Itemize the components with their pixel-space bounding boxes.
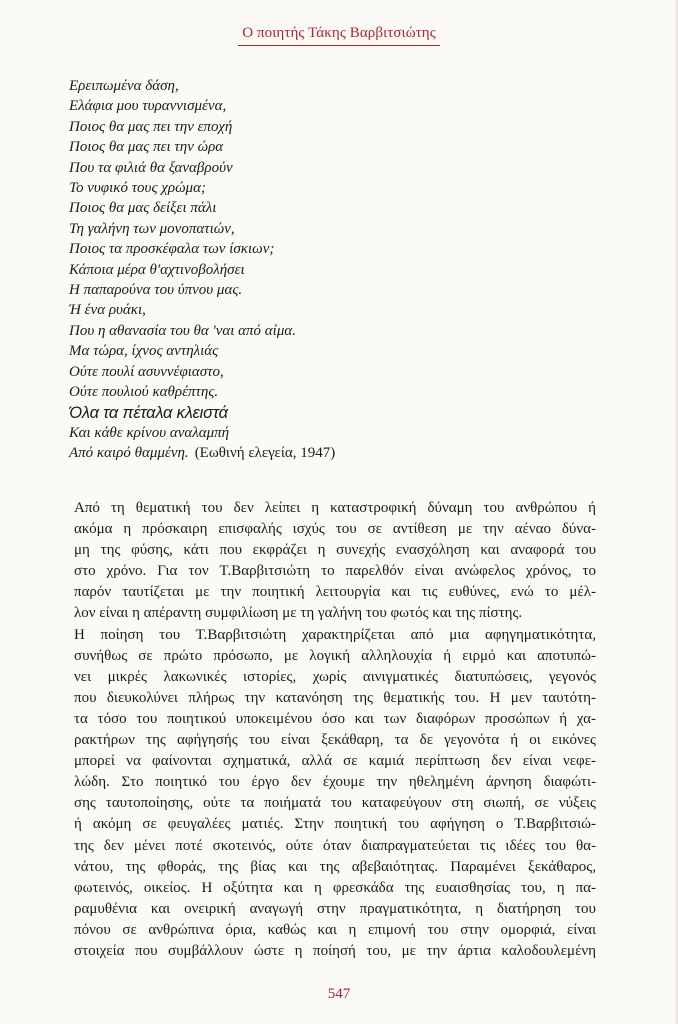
text-line: στο χρόνο. Για τον Τ.Βαρβιτσιώτη το παρελθόν είναι ανώφελος χρόνος, το	[74, 563, 596, 580]
poem-line: Ερειπωμένα δάση,	[69, 78, 179, 94]
text-line: ή ακόμη σε φευγαλέες ματιές. Στην ποιητική του αφήγηση ο Τ.Βαρβιτσιώ-	[74, 816, 596, 833]
text-line: που διευκολύνει πλήρως την κατανόηση της θεματικής του. Η μεν ταυτότη-	[74, 689, 596, 706]
text-line: σης ταυτοποίησης, ούτε τα ποιήματά του καταφεύγουν στη σιωπή, σε νύξεις	[74, 795, 596, 812]
text-line: πόνου σε ανθρώπινα όρια, καθώς και η επιμονή του στην ομορφιά, είναι	[74, 921, 596, 938]
paragraph-2	[74, 625, 596, 963]
poem-block	[69, 76, 609, 464]
text-line: της δεν μένει ποτέ σκοτεινός, ούτε όταν διαπραγματεύεται τις ιδέες του θα-	[74, 837, 596, 854]
poem-line: Και κάθε κρίνου αναλαμπή	[69, 424, 230, 441]
poem-line: Που η αθανασία του θα 'ναι από αίμα.	[69, 322, 296, 339]
text-line: ρακτήρων της αφήγησής του είναι ξεκάθαρη, τα δε γεγονότα ή οι εικόνες	[74, 732, 596, 749]
header-title: Ο ποιητής Τάκης Βαρβιτσιώτης	[238, 25, 440, 46]
text-line: μη της φύσης, κάτι που εκφράζει η συνεχής ενασχόληση και αναφορά του	[74, 542, 596, 559]
poem-line: Που τα φιλιά θα ξαναβρούν	[69, 159, 233, 176]
text-line: ακόμα η πρόσκαιρη επισφαλής ισχύς του σε αντίθεση με την αέναο δύνα-	[74, 521, 596, 538]
text-line: στοιχεία που συμβάλλουν ώστε η ποίησή του, με την άρτια καλοδουλεμένη	[74, 942, 596, 959]
poem-line: Η παπαρούνα του ύπνου μας.	[69, 282, 243, 299]
text-line: Η ποίηση του Τ.Βαρβιτσιώτη χαρακτηρίζεται από μια αφηγηματικότητα,	[74, 626, 596, 643]
poem-line: Ούτε πουλιού καθρέπτης.	[69, 384, 219, 401]
poem-line: Το νυφικό τους χρώμα;	[69, 180, 206, 197]
poem-citation: (Εωθινή ελεγεία, 1947)	[194, 445, 336, 462]
text-line: φωτεινός, οικείος. Η οξύτητα και η φρεσκάδα της ευαισθησίας του, η πα-	[74, 879, 596, 896]
text-line: ραμυθένια και ονειρική αναγωγή στην πραγματικότητα, η διατήρηση του	[74, 900, 596, 917]
poem-line: Ούτε πουλί ασυννέφιαστο,	[69, 363, 224, 380]
paragraph-1	[74, 498, 596, 625]
poem-line: Μα τώρα, ίχνος αντηλιάς	[69, 343, 219, 360]
poem-line: Κάποια μέρα θ'αχτινοβολήσει	[69, 261, 245, 278]
page-number: 547	[327, 986, 351, 1002]
text-line: τα τόσο του ποιητικού υποκειμένου όσο και των διαφόρων προσώπων ή χα-	[74, 710, 596, 727]
text-line: νει μικρές λακωνικές ιστορίες, χωρίς αινιγματικές διατυπώσεις, γεγονός	[74, 668, 596, 685]
poem-line-last	[69, 443, 609, 463]
poem-line: Ποιος θα μας πει την εποχή	[69, 118, 233, 135]
text-line: μπορεί να φαίνονται σχηματικά, αλλά σε καμιά περίπτωση δεν είναι νεφε-	[74, 753, 596, 770]
poem-line: Ποιος τα προσκέφαλα των ίσκιων;	[69, 241, 275, 258]
poem-line: Ποιος θα μας δείξει πάλι	[69, 200, 217, 217]
text-line: λον είναι η απέραντη συμφιλίωση με τη γαλήνη του φωτός και της πίστης.	[74, 605, 523, 622]
text-line: Από τη θεματική του δεν λείπει η καταστροφική δύναμη του ανθρώπου ή	[74, 500, 596, 516]
body-text	[74, 498, 596, 962]
poem-line: Ελάφια μου τυραννισμένα,	[69, 98, 227, 115]
text-line: παρόν ταυτίζεται με την ποιητική λειτουργία και τις ευθύνες, ενώ το μέλ-	[74, 584, 596, 601]
running-header	[0, 24, 678, 46]
text-line: συνήθως σε πρώτο πρόσωπο, με λογική αλληλουχία ή ειρμό και αποτυπώ-	[74, 647, 596, 664]
text-line: νάτου, της φθοράς, της βίας και της αβεβαιότητας. Παραμένει ξεκάθαρος,	[74, 858, 596, 875]
poem-line: Όλα τα πέταλα κλειστά	[69, 403, 228, 422]
poem-line: Ποιος θα μας πει την ώρα	[69, 139, 224, 156]
poem-line: Τη γαλήνη των μονοπατιών,	[69, 220, 235, 237]
text-line: λώδη. Στο ποιητικό του έργο δεν έχουμε την ηθελημένη άρνηση διαφώτι-	[74, 774, 596, 791]
poem-line: Ή ένα ρυάκι,	[69, 302, 146, 319]
poem-line-text: Από καιρό θαμμένη.	[69, 445, 189, 462]
